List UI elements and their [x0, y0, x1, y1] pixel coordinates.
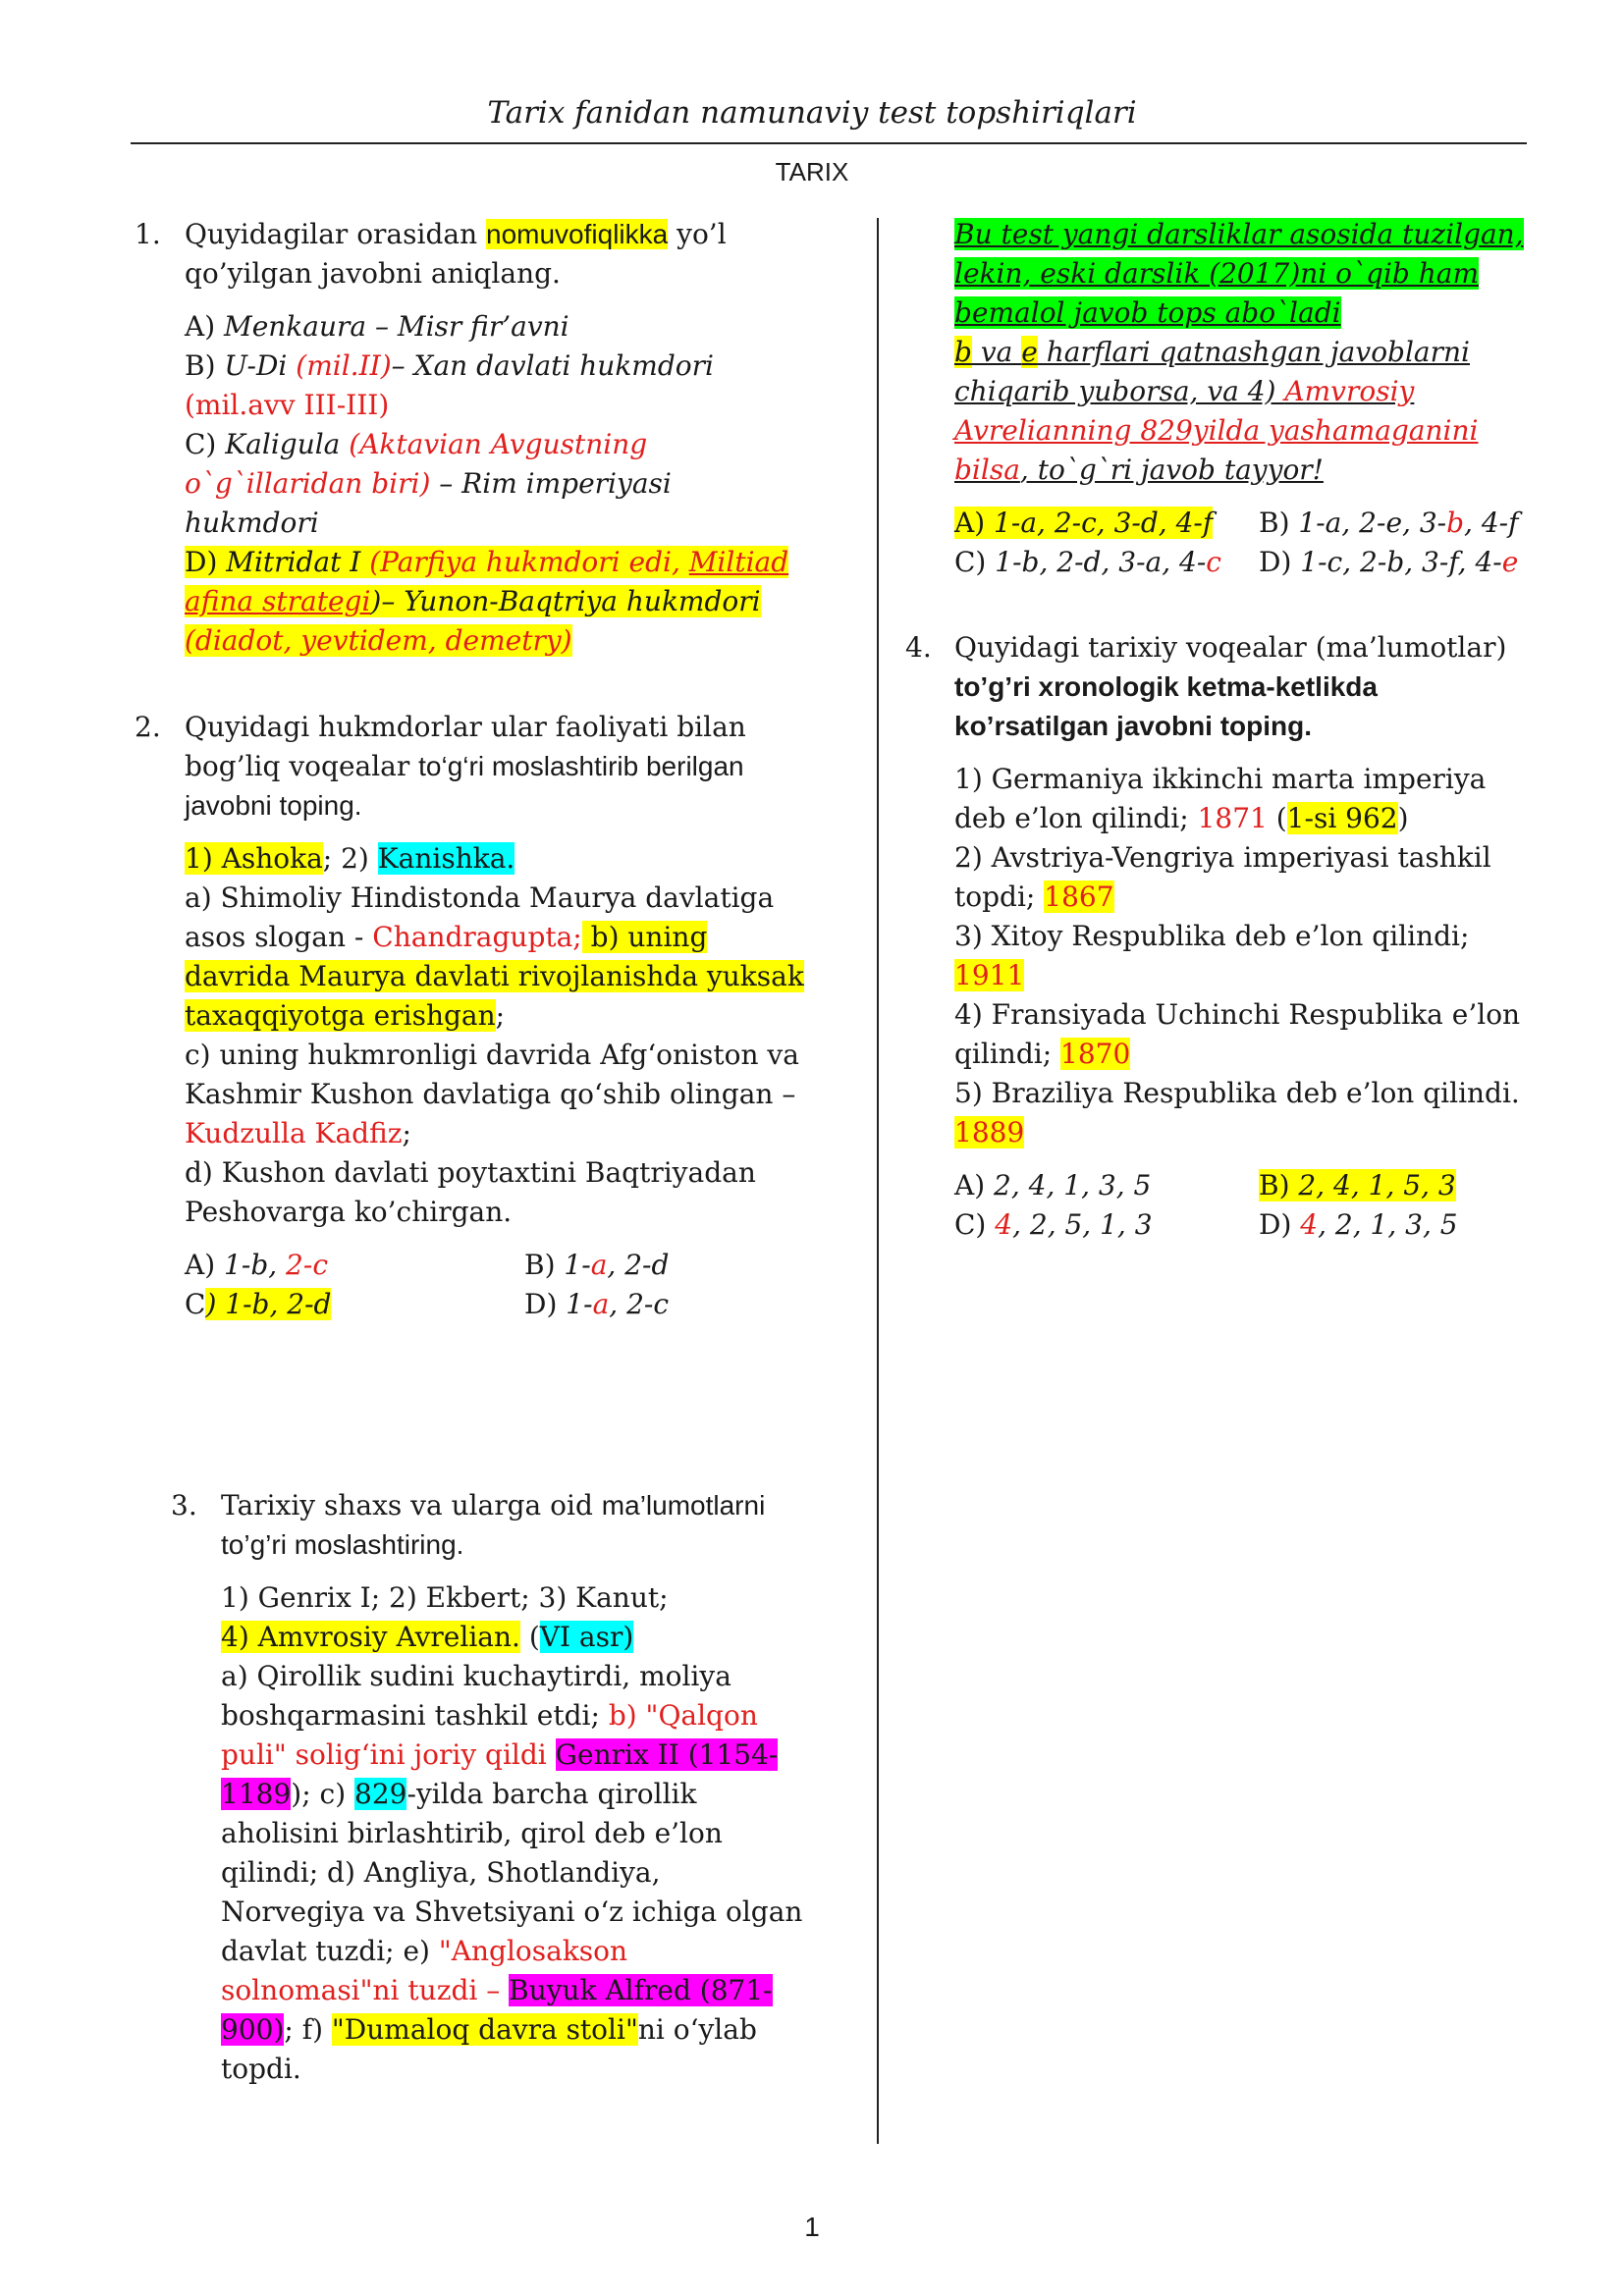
answer-options: [954, 1166, 1563, 1245]
question-number: 3.: [171, 1489, 197, 1522]
exam-page: Tarix fanidan namunaviy test topshiriqlari TARIX 1. Quyidagilar orasidan nomuvofiqlikka yo’l qo’yilgan javobni aniqlang. A) Menkaura – Misr fir’avni B) U-Di (mil.II)– Xan davlati hukmdori (mil.avv III-III) C) Kaligula (Aktavian Avgustning o`g`illaridan biri) – Rim imperiyasi hukmdori D) Mitridat I (Parfiya hukmdori edi, Miltiad afina strategi)– Yunon-Baqtriya hukmdori (diadot, yevtidem, demetry) 2. Quyidagi hukmdorlar ular faoliyati bilan bog’liq voqealar to‘g‘ri moslashtirib berilgan javobni toping. 1) Ashoka; 2) Kanishka. a) Shimoliy Hindistonda Maurya davlatiga asos slogan - Chandragupta; b) uning davrida Maurya davlati rivojlanishda yuksak taxaqqiyotga erishgan; c) uning hukmronligi davrida Afg‘oniston va Kashmir Kushon davlatiga qo‘shib olingan – Kudzulla Kadfiz; d) Kushon davlati poytaxtini Baqtriyadan Peshovarga ko’chirgan. A) 1-b, 2-c B) 1-a, 2-d C) 1-b, 2-d D) 1-a, 2-c 3. Tarixiy shaxs va ularga oid ma’lumotlarni to’g’ri moslashtiring. 1) Genrix I; 2) Ekbert; 3) Kanut; 4) Amvrosiy Avrelian. (VI asr) a) Qirollik sudini kuchaytirdi, moliya boshqarmasini tashkil etdi; b) "Qalqon puli" solig‘ini joriy qildi Genrix II (1154- 1189); c) 829-yilda barcha qirollik aholisini birlashtirib, qirol deb e’lon qilindi; d) Angliya, Shotlandiya, Norvegiya va Shvetsiyani o‘z ichiga olgan davlat tuzdi; e) "Anglosakson solnomasi"ni tuzdi – Buyuk Alfred (871- 900); f) "Dumaloq davra stoli"ni o‘ylab topdi. Bu test yangi darsliklar asosida tuzilgan, lekin, eski darslik (2017)ni o`qib ham bemalol javob tops abo`ladi b va e harflari qatnashgan javoblarni chiqarib yuborsa, va 4) Amvrosiy Avrelianning 829yilda yashamaganini bilsa, to`g`ri javob tayyor! A) 1-a, 2-c, 3-d, 4-f B) 1-a, 2-e, 3-b, 4-f C) 1-b, 2-d, 3-a, 4-c D) 1-c, 2-b, 3-f, 4-e 4. Quyidagi tarixiy voqealar (ma’lumotlar) to’g’ri xronologik ketma-ketlikda ko’rsatilgan javobni toping. 1) Germaniya ikkinchi marta imperiya deb e’lon qilindi; 1871 (1-si 962) 2) Avstriya-Vengriya imperiyasi tashkil topdi; 1867 3) Xitoy Respublika deb e’lon qilindi; 1911 4) Fransiyada Uchinchi Respublika e’lon qilindi; 1870 5) Braziliya Respublika deb e’lon qilindi. 1889 A) 2, 4, 1, 3, 5 B) 2, 4, 1, 5, 3 C) 4, 2, 5, 1, 3 D) 4, 2, 1, 3, 5 1: [0, 0, 1624, 2296]
option-d[interactable]: D) 4, 2, 1, 3, 5: [1259, 1208, 1458, 1241]
option-a-highlighted[interactable]: A) 1-a, 2-c, 3-d, 4-f: [954, 507, 1214, 539]
option-a: A) Menkaura – Misr fir’avni: [185, 310, 569, 343]
option-b-highlighted[interactable]: B) 2, 4, 1, 5, 3: [1259, 1169, 1456, 1201]
answer-options: [954, 504, 1543, 582]
column-divider: [877, 218, 879, 2144]
question-number: 1.: [135, 218, 161, 250]
option-b[interactable]: B) 1-a, 2-e, 3-b, 4-f: [1259, 507, 1519, 539]
question-number: 4.: [905, 631, 932, 664]
page-header-title: Tarix fanidan namunaviy test topshiriqlari: [487, 95, 1137, 131]
option-c-highlighted[interactable]: C) 1-b, 2-d: [185, 1288, 332, 1320]
option-d-highlighted: D) Mitridat I (Parfiya hukmdori edi, Miltiad: [185, 546, 789, 578]
option-d[interactable]: D) 1-c, 2-b, 3-f, 4-e: [1259, 546, 1519, 578]
option-b: B) U-Di (mil.II)– Xan davlati hukmdori: [185, 349, 714, 382]
question-stem: Tarixiy shaxs va ularga oid ma’lumotlarni: [221, 1489, 766, 1522]
subject-title: TARIX: [775, 157, 849, 187]
question-stem: Quyidagi tarixiy voqealar (ma’lumotlar): [954, 631, 1507, 664]
option-d[interactable]: D) 1-a, 2-c: [524, 1288, 670, 1320]
option-c[interactable]: C) 4, 2, 5, 1, 3: [954, 1208, 1153, 1241]
question-stem: Quyidagi hukmdorlar ular faoliyati bilan: [185, 711, 746, 743]
rulers-list: 1) Ashoka; 2) Kanishka.: [185, 842, 515, 875]
option-a[interactable]: A) 2, 4, 1, 3, 5: [954, 1169, 1152, 1201]
option-b[interactable]: B) 1-a, 2-d: [524, 1249, 670, 1281]
answer-options: [185, 1246, 813, 1324]
option-c: C) Kaligula (Aktavian Avgustning: [185, 428, 648, 460]
header-rule: [131, 142, 1527, 144]
page-number: 1: [804, 2212, 820, 2242]
question-stem: Quyidagilar orasidan nomuvofiqlikka yo’l: [185, 218, 727, 250]
question-number: 2.: [135, 711, 161, 743]
option-c[interactable]: C) 1-b, 2-d, 3-a, 4-c: [954, 546, 1221, 578]
option-a[interactable]: A) 1-b, 2-c: [185, 1249, 329, 1281]
